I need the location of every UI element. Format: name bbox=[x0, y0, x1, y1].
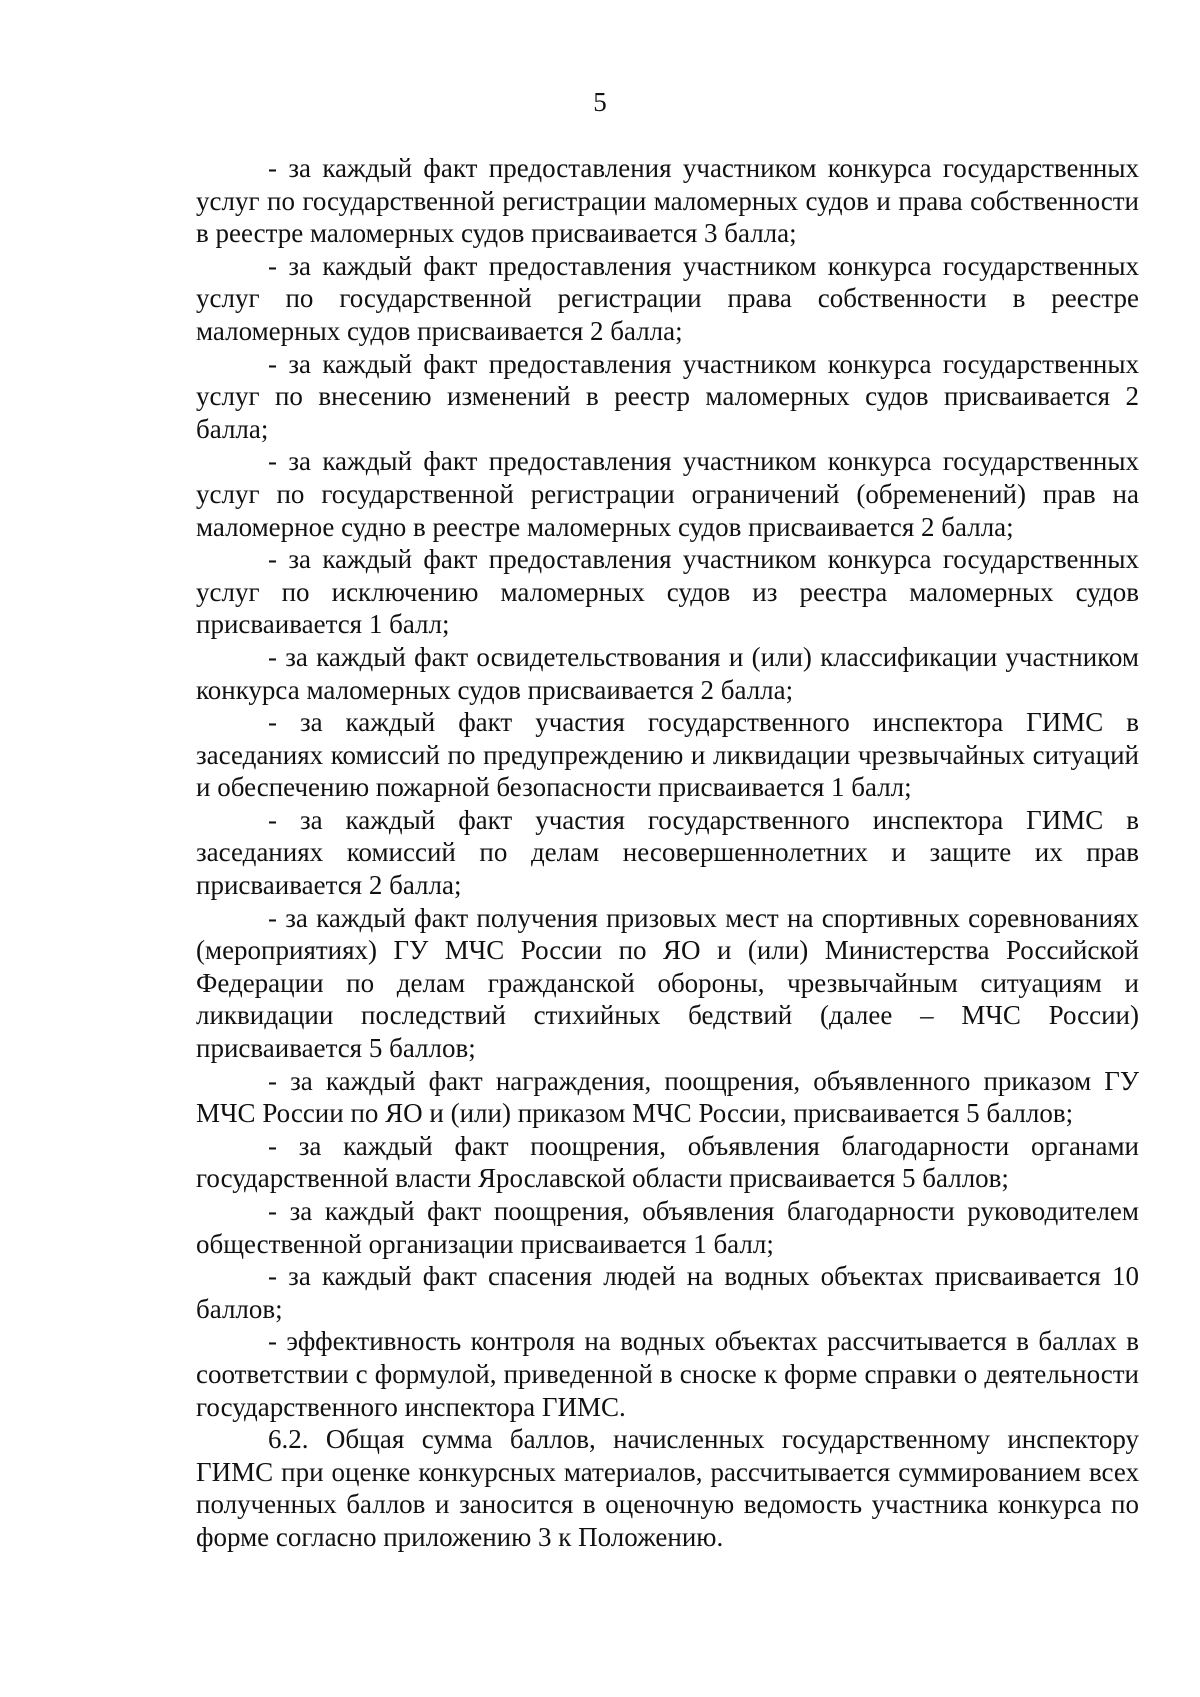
paragraph-register-changes: - за каждый факт предоставления участником конкурса государственных услуг по внесению изменений в реестр маломерных судов присваивается 2 балла; bbox=[196, 348, 1139, 444]
paragraph-emergency-commissions: - за каждый факт участия государственного инспектора ГИМС в заседаниях комиссий по предупреждению и ликвидации чрезвычайных ситуаций и обеспечению пожарной безопасности присваивается 1 балл; bbox=[196, 707, 1139, 803]
paragraph-regional-gratitude: - за каждый факт поощрения, объявления благодарности органами государственной власти Ярославской области присваивается 5 баллов; bbox=[196, 1130, 1139, 1194]
paragraph-encumbrances: - за каждый факт предоставления участником конкурса государственных услуг по государственной регистрации ограничений (обременений) прав на маломерное судно в реестре маломерных судов присваивается 2 балла; bbox=[196, 446, 1139, 542]
paragraph-awards-orders: - за каждый факт награждения, поощрения, объявленного приказом ГУ МЧС России по ЯО и (или) приказом МЧС России, присваивается 5 баллов; bbox=[196, 1065, 1139, 1129]
paragraph-public-org-gratitude: - за каждый факт поощрения, объявления благодарности руководителем общественной организации присваивается 1 балл; bbox=[196, 1196, 1139, 1259]
paragraph-juvenile-commissions: - за каждый факт участия государственного инспектора ГИМС в заседаниях комиссий по делам несовершеннолетних и защите их прав присваивается 2 балла; bbox=[196, 804, 1139, 901]
paragraph-rescue: - за каждый факт спасения людей на водных объектах присваивается 10 баллов; bbox=[196, 1261, 1139, 1324]
paragraph-total-score: 6.2. Общая сумма баллов, начисленных государственному инспектору ГИМС при оценке конкурсных материалов, рассчитывается суммированием всех полученных баллов и заносится в оценочную ведомость участника конкурса по форме согласно приложению 3 к Положению. bbox=[196, 1424, 1139, 1552]
paragraph-registration-ownership: - за каждый факт предоставления участником конкурса государственных услуг по государственной регистрации права собственности в реестре маломерных судов присваивается 2 балла; bbox=[196, 250, 1139, 346]
document-body bbox=[196, 152, 1139, 1554]
page-number: 5 bbox=[593, 87, 607, 117]
paragraph-registration-vessels-ownership: - за каждый факт предоставления участником конкурса государственных услуг по государственной регистрации маломерных судов и права собственности в реестре маломерных судов присваивается 3 балла; bbox=[196, 153, 1139, 249]
paragraph-sports-prizes: - за каждый факт получения призовых мест на спортивных соревнованиях (мероприятиях) ГУ МЧС России по ЯО и (или) Министерства Российской Федерации по делам гражданской обороны, чрезвычайным ситуациям и ликвидации последствий стихийных бедствий (далее – МЧС России) присваивается 5 баллов; bbox=[196, 902, 1139, 1064]
paragraph-control-efficiency: - эффективность контроля на водных объектах рассчитывается в баллах в соответствии с формулой, приведенной в сноске к форме справки о деятельности государственного инспектора ГИМС. bbox=[196, 1326, 1139, 1422]
paragraph-inspection-classification: - за каждый факт освидетельствования и (или) классификации участником конкурса маломерных судов присваивается 2 балла; bbox=[196, 641, 1139, 705]
paragraph-register-exclusion: - за каждый факт предоставления участником конкурса государственных услуг по исключению маломерных судов из реестра маломерных судов присваивается 1 балл; bbox=[196, 544, 1139, 640]
